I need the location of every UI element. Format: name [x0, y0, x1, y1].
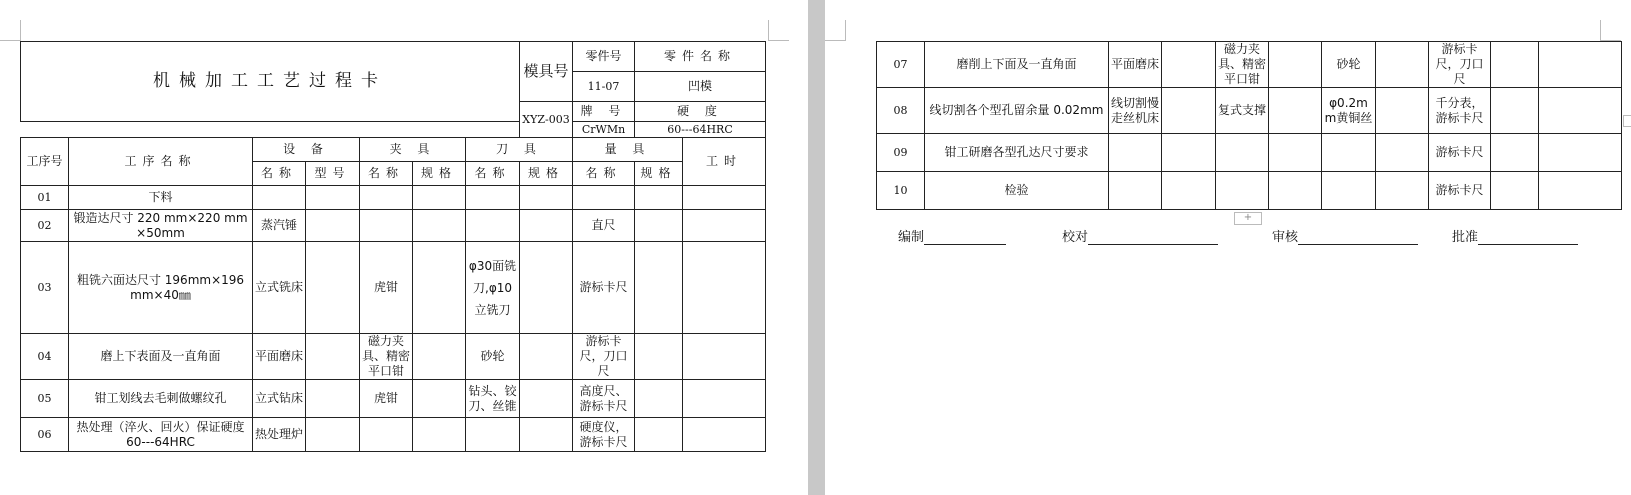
part-name-value: 凹模 — [635, 72, 766, 102]
row-equip: 立式铣床 — [253, 242, 306, 334]
row-fixture — [360, 210, 413, 242]
row-equip: 热处理炉 — [253, 418, 306, 452]
row-equip — [1109, 172, 1162, 210]
row-seq: 09 — [877, 134, 925, 172]
row-equip — [253, 186, 306, 210]
table-row — [21, 380, 766, 418]
row-seq: 01 — [21, 186, 69, 210]
header-seq: 工序号 — [21, 138, 69, 186]
signature-check-label: 校对 — [1062, 230, 1089, 245]
row-equip: 平面磨床 — [253, 334, 306, 380]
grade-value: CrWMn — [573, 122, 635, 138]
row-tool: φ0.2mm黄铜丝 — [1322, 88, 1376, 134]
table-row — [21, 418, 766, 452]
row-gauge — [573, 186, 635, 210]
subheader-name: 名称 — [360, 162, 413, 186]
row-gauge: 千分表，游标卡尺 — [1429, 88, 1491, 134]
document-page-2 — [825, 0, 1631, 495]
part-no-value: 11-07 — [573, 72, 635, 102]
subheader-name: 名称 — [573, 162, 635, 186]
table-row — [21, 334, 766, 380]
row-fixture — [1216, 134, 1269, 172]
crop-mark — [768, 20, 789, 41]
row-gauge: 硬度仪，游标卡尺 — [573, 418, 635, 452]
signature-line — [1478, 230, 1578, 245]
row-tool: φ30面铣刀,φ10立铣刀 — [466, 242, 520, 334]
header-proc: 工序名称 — [69, 138, 253, 186]
row-seq: 05 — [21, 380, 69, 418]
signature-check — [1062, 226, 1218, 245]
row-gauge: 游标卡尺 — [1429, 134, 1491, 172]
mold-no-value: XYZ-003 — [520, 102, 573, 138]
signature-approve-label: 批准 — [1452, 230, 1479, 245]
row-fixture — [360, 418, 413, 452]
crop-mark — [0, 20, 21, 41]
subheader-spec: 规格 — [413, 162, 466, 186]
row-proc: 钳工划线去毛刺做螺纹孔 — [69, 380, 253, 418]
row-fixture — [1216, 172, 1269, 210]
grade-label: 牌 号 — [573, 102, 635, 122]
row-tool — [466, 418, 520, 452]
row-proc: 下料 — [69, 186, 253, 210]
signature-approve — [1452, 226, 1578, 245]
table-edge-marker — [1623, 115, 1631, 127]
table-row — [877, 172, 1622, 210]
row-seq: 04 — [21, 334, 69, 380]
header-hours: 工时 — [683, 138, 766, 186]
signature-compile — [898, 226, 1006, 245]
table-row — [877, 42, 1622, 88]
row-fixture: 磁力夹具、精密平口钳 — [360, 334, 413, 380]
subheader-name: 名称 — [253, 162, 306, 186]
subheader-spec: 规格 — [635, 162, 683, 186]
row-equip — [1109, 134, 1162, 172]
row-proc: 钳工研磨各型孔达尺寸要求 — [925, 134, 1109, 172]
row-gauge: 游标卡尺，刀口尺 — [1429, 42, 1491, 88]
row-proc: 检验 — [925, 172, 1109, 210]
mold-no-label: 模具号 — [520, 42, 573, 102]
signature-compile-label: 编制 — [898, 230, 925, 245]
part-no-label: 零件号 — [573, 42, 635, 72]
row-proc: 磨削上下面及一直角面 — [925, 42, 1109, 88]
row-tool: 钻头、铰刀、丝锥 — [466, 380, 520, 418]
table-row — [877, 88, 1622, 134]
signature-line — [924, 230, 1006, 245]
subheader-spec: 规格 — [520, 162, 573, 186]
row-tool — [1322, 172, 1376, 210]
row-equip: 线切割慢走丝机床 — [1109, 88, 1162, 134]
row-gauge: 游标卡尺 — [573, 242, 635, 334]
row-equip: 立式钻床 — [253, 380, 306, 418]
row-fixture: 虎钳 — [360, 380, 413, 418]
process-card-table — [20, 41, 766, 452]
row-seq: 07 — [877, 42, 925, 88]
row-tool — [466, 186, 520, 210]
row-gauge: 游标卡尺 — [1429, 172, 1491, 210]
table-row — [21, 242, 766, 334]
subheader-name: 名称 — [466, 162, 520, 186]
document-page-1 — [0, 0, 808, 495]
signature-line — [1088, 230, 1218, 245]
row-seq: 08 — [877, 88, 925, 134]
row-proc: 磨上下表面及一直角面 — [69, 334, 253, 380]
crop-mark — [825, 20, 846, 41]
crop-mark — [1600, 20, 1621, 41]
header-fixture: 夹 具 — [360, 138, 466, 162]
table-row — [21, 186, 766, 210]
row-tool — [466, 210, 520, 242]
row-gauge: 游标卡尺，刀口尺 — [573, 334, 635, 380]
signature-line — [1298, 230, 1418, 245]
table-row — [877, 134, 1622, 172]
row-fixture: 复式支撑 — [1216, 88, 1269, 134]
subheader-model: 型号 — [306, 162, 360, 186]
row-fixture: 磁力夹具、精密平口钳 — [1216, 42, 1269, 88]
row-proc: 锻造达尺寸 220 mm×220 mm×50mm — [69, 210, 253, 242]
add-row-button[interactable]: + — [1234, 212, 1262, 225]
row-gauge: 直尺 — [573, 210, 635, 242]
row-proc: 粗铣六面达尺寸 196mm×196 mm×40㎜ — [69, 242, 253, 334]
signature-review-label: 审核 — [1272, 230, 1299, 245]
row-fixture: 虎钳 — [360, 242, 413, 334]
row-seq: 06 — [21, 418, 69, 452]
row-seq: 02 — [21, 210, 69, 242]
table-row — [21, 210, 766, 242]
row-gauge: 高度尺、游标卡尺 — [573, 380, 635, 418]
signature-review — [1272, 226, 1418, 245]
part-name-label: 零件名称 — [635, 42, 766, 72]
hardness-label: 硬 度 — [635, 102, 766, 122]
row-seq: 10 — [877, 172, 925, 210]
hardness-value: 60---64HRC — [635, 122, 766, 138]
card-title: 机械加工工艺过程卡 — [21, 42, 520, 122]
header-tool: 刀 具 — [466, 138, 573, 162]
row-proc: 线切割各个型孔留余量 0.02mm — [925, 88, 1109, 134]
row-tool: 砂轮 — [1322, 42, 1376, 88]
row-seq: 03 — [21, 242, 69, 334]
row-proc: 热处理（淬火、回火）保证硬度 60---64HRC — [69, 418, 253, 452]
header-equip: 设 备 — [253, 138, 360, 162]
row-equip: 蒸汽锤 — [253, 210, 306, 242]
row-fixture — [360, 186, 413, 210]
row-tool: 砂轮 — [466, 334, 520, 380]
process-card-table-continued — [876, 41, 1622, 210]
row-equip: 平面磨床 — [1109, 42, 1162, 88]
row-tool — [1322, 134, 1376, 172]
header-gauge: 量 具 — [573, 138, 683, 162]
